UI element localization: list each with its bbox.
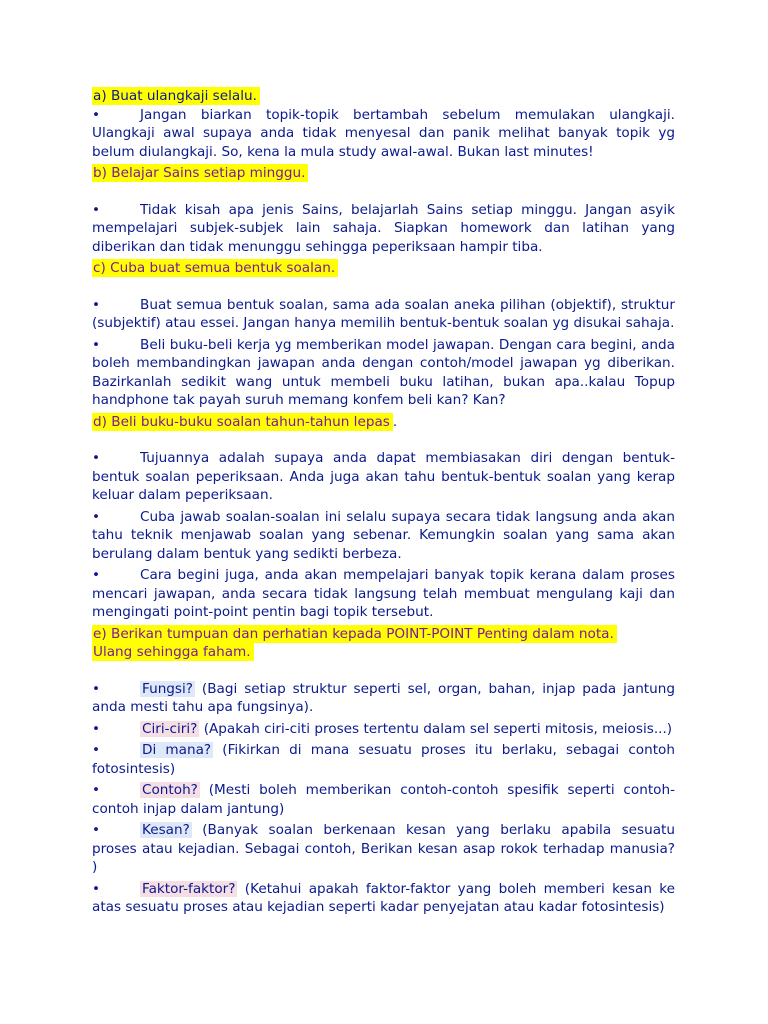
list-item: • Di mana? (Fikirkan di mana sesuatu proses itu berlaku, sebagai contoh fotosintesis) bbox=[92, 742, 675, 777]
bullet-icon: • bbox=[92, 782, 101, 798]
section-heading: a) Buat ulangkaji selalu. bbox=[92, 87, 260, 105]
heading-suffix: . bbox=[392, 413, 398, 430]
bullet-icon: • bbox=[92, 822, 101, 838]
bullet-icon: • bbox=[92, 680, 101, 697]
list-item: • Jangan biarkan topik-topik bertambah sebelum memulakan ulangkaji. Ulangkaji awal supaya anda tidak menyesal dan panik melihat banyak topik yg belum diulangkaji. So, kena la mula study awal-awal. Bukan last minutes! bbox=[92, 106, 675, 160]
keyword: Contoh? bbox=[142, 782, 198, 798]
keyword: Kesan? bbox=[142, 822, 190, 838]
section-heading: d) Beli buku-buku soalan tahun-tahun lepas bbox=[92, 413, 393, 431]
keyword: Di mana? bbox=[142, 742, 212, 758]
list-item: • Faktor-faktor? (Ketahui apakah faktor-faktor yang boleh memberi kesan ke atas sesuatu proses atau kejadian seperti kadar penyejatan atau kadar fotosintesis) bbox=[92, 880, 675, 915]
bullet-icon: • bbox=[92, 106, 101, 123]
bullet-icon: • bbox=[92, 201, 101, 218]
section-heading: c) Cuba buat semua bentuk soalan. bbox=[92, 259, 338, 277]
list-item: • Buat semua bentuk soalan, sama ada soalan aneka pilihan (objektif), struktur (subjektif) atau essei. Jangan hanya memilih bentuk-bentuk soalan yg disukai sahaja. bbox=[92, 296, 675, 331]
list-item: • Kesan? (Banyak soalan berkenaan kesan yang berlaku apabila sesuatu proses atau kejadian. Sebagai contoh, Berikan kesan asap rokok terhadap manusia? ) bbox=[92, 822, 675, 875]
bullet-icon: • bbox=[92, 336, 101, 353]
section-e bbox=[92, 625, 675, 917]
list-item: • Fungsi? (Bagi setiap struktur seperti sel, organ, bahan, injap pada jantung anda mesti tahu apa fungsinya). bbox=[92, 680, 675, 715]
document-page bbox=[92, 87, 675, 920]
list-item: • Cuba jawab soalan-soalan ini selalu supaya secara tidak langsung anda akan tahu teknik menjawab soalan yang sebenar. Kemungkin soalan yang sama akan berulang dalam bentuk yang sedikti berbeza. bbox=[92, 508, 675, 562]
bullet-icon: • bbox=[92, 567, 101, 583]
bullet-icon: • bbox=[92, 450, 101, 466]
list-item: • Ciri-ciri? (Apakah ciri-citi proses tertentu dalam sel seperti mitosis, meiosis...) bbox=[92, 720, 673, 737]
section-d bbox=[92, 413, 675, 622]
list-item: • Tujuannya adalah supaya anda dapat membiasakan diri dengan bentuk-bentuk soalan peperiksaan. Anda juga akan tahu bentuk-bentuk soalan yang kerap keluar dalam peperiksaan. bbox=[92, 450, 675, 503]
bullet-icon: • bbox=[92, 720, 101, 737]
section-a bbox=[92, 87, 675, 161]
keyword: Ciri-ciri? bbox=[142, 720, 198, 737]
list-item: • Contoh? (Mesti boleh memberikan contoh-contoh spesifik seperti contoh-contoh injap dalam jantung) bbox=[92, 782, 675, 817]
list-item: • Beli buku-beli kerja yg memberikan model jawapan. Dengan cara begini, anda boleh membandingkan jawapan anda dengan contoh/model jawapan yg diberikan. Bazirkanlah sedikit wang untuk membeli buku latihan, bukan apa..kalau Topup handphone tak payah suruh memang konfem beli kan? Kan? bbox=[92, 336, 675, 408]
bullet-icon: • bbox=[92, 508, 101, 525]
keyword: Faktor-faktor? bbox=[142, 880, 236, 897]
keyword: Fungsi? bbox=[142, 680, 194, 697]
bullet-icon: • bbox=[92, 296, 101, 313]
section-heading-line2: Ulang sehingga faham. bbox=[92, 643, 254, 661]
section-heading: e) Berikan tumpuan dan perhatian kepada POINT-POINT Penting dalam nota. bbox=[92, 625, 617, 643]
bullet-icon: • bbox=[92, 742, 101, 758]
section-c bbox=[92, 259, 675, 410]
bullet-icon: • bbox=[92, 880, 101, 897]
section-heading: b) Belajar Sains setiap minggu. bbox=[92, 164, 308, 182]
section-b bbox=[92, 164, 675, 256]
list-item: • Tidak kisah apa jenis Sains, belajarlah Sains setiap minggu. Jangan asyik mempelajari subjek-subjek lain sahaja. Siapkan homework dan latihan yang diberikan dan tidak menunggu sehingga peperiksaan hampir tiba. bbox=[92, 201, 675, 255]
list-item: • Cara begini juga, anda akan mempelajari banyak topik kerana dalam proses mencari jawapan, anda secara tidak langsung telah membuat mengulang kaji dan mengingati point-point pentin bagi topik tersebut. bbox=[92, 567, 675, 620]
